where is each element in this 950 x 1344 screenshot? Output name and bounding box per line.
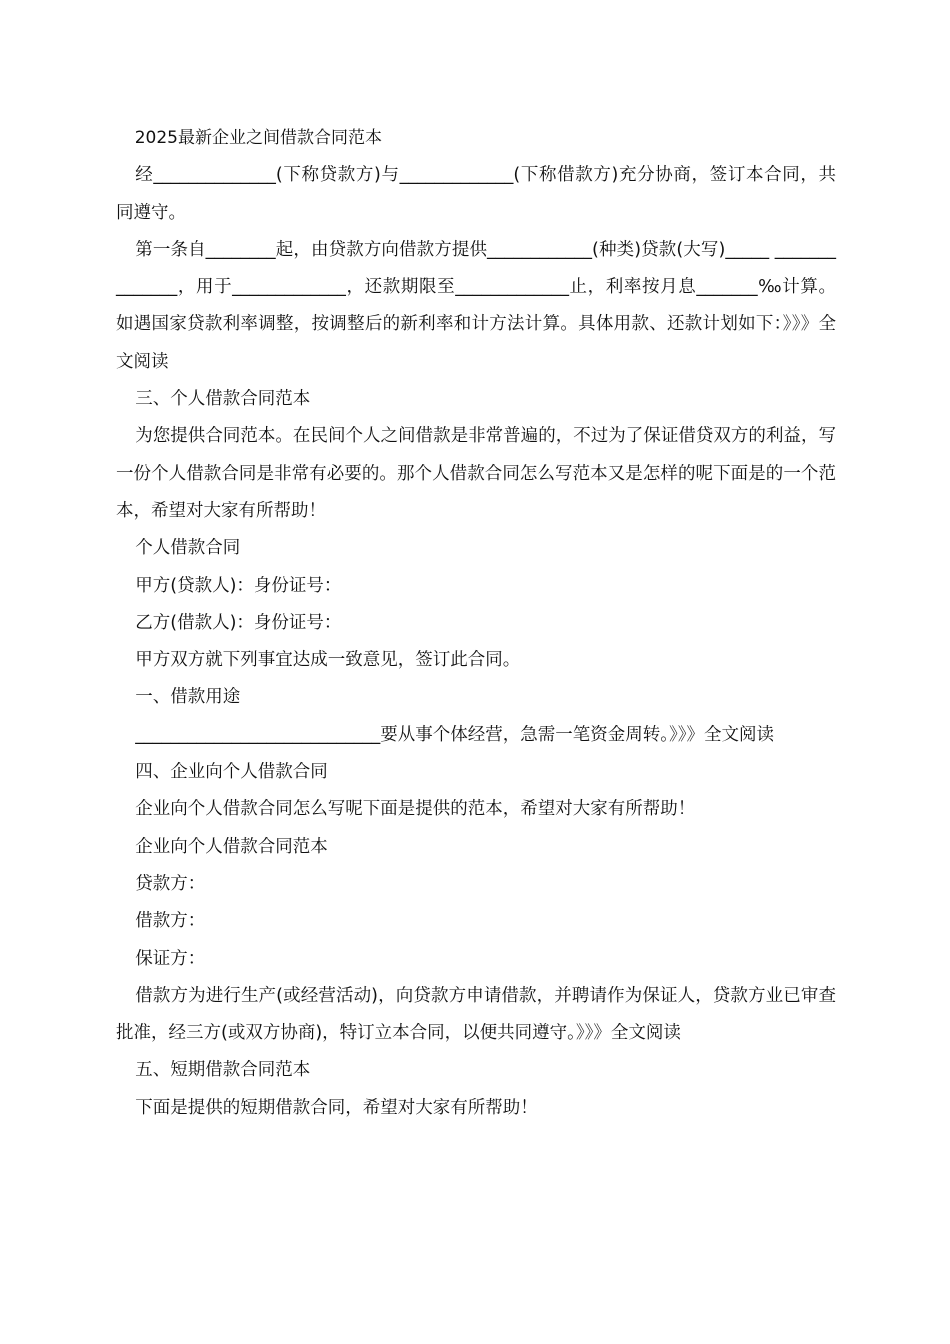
agreement-line: 甲方双方就下列事宜达成一致意见，签订此合同。 — [135, 650, 521, 671]
paragraph-short-term: 下面是提供的短期借款合同，希望对大家有所帮助！ — [135, 1097, 538, 1118]
paragraph-enterprise-body: 借款方为进行生产(或经营活动)，向贷款方申请借款，并聘请作为保证人，贷款方业已审查批准，经三方(或双方协商)，特订立本合同，以便共同遵守。》》》全文阅读 — [116, 985, 836, 1044]
document-title: 2025最新企业之间借款合同范本 — [134, 128, 382, 148]
purpose-line: ____________________________要从事个体经营，急需一笔资金周转。》》》全文阅读 — [135, 724, 774, 745]
section-heading-3: 三、个人借款合同范本 — [135, 389, 311, 410]
paragraph-intro-enterprise: 企业向个人借款合同怎么写呢下面是提供的范本，希望对大家有所帮助！ — [135, 799, 696, 820]
guarantor-line: 保证方： — [135, 948, 206, 969]
paragraph-intro-personal: 为您提供合同范本。在民间个人之间借款是非常普遍的，不过为了保证借贷双方的利益，写一份个人借款合同是非常有必要的。那个人借款合同怎么写范本又是怎样的呢下面是的一个范本，希望对大家有所帮助！ — [116, 426, 836, 521]
document-page — [116, 120, 836, 1127]
party-a-line: 甲方(贷款人)：身份证号： — [135, 575, 342, 596]
section-heading-4: 四、企业向个人借款合同 — [135, 762, 328, 783]
clause-heading-purpose: 一、借款用途 — [135, 687, 241, 708]
paragraph-article-one: 第一条自________起，由贷款方向借款方提供____________(种类)贷款(大写)_____ ______________，用于_____________，还款期限至_____________止，利率按月息_______‰计算。如遇国家贷款利率调整，按调整后的新利率和计方法计算。具体用款、还款计划如下：》》》全文阅读 — [116, 239, 836, 372]
subheading-enterprise-contract: 企业向个人借款合同范本 — [135, 836, 328, 857]
section-heading-5: 五、短期借款合同范本 — [135, 1060, 311, 1081]
lender-line: 贷款方： — [135, 873, 206, 894]
party-b-line: 乙方(借款人)：身份证号： — [135, 612, 342, 633]
subheading-personal-contract: 个人借款合同 — [135, 538, 241, 559]
borrower-line: 借款方： — [135, 911, 206, 932]
paragraph-parties: 经______________(下称贷款方)与_____________(下称借款方)充分协商，签订本合同，共同遵守。 — [116, 165, 836, 223]
